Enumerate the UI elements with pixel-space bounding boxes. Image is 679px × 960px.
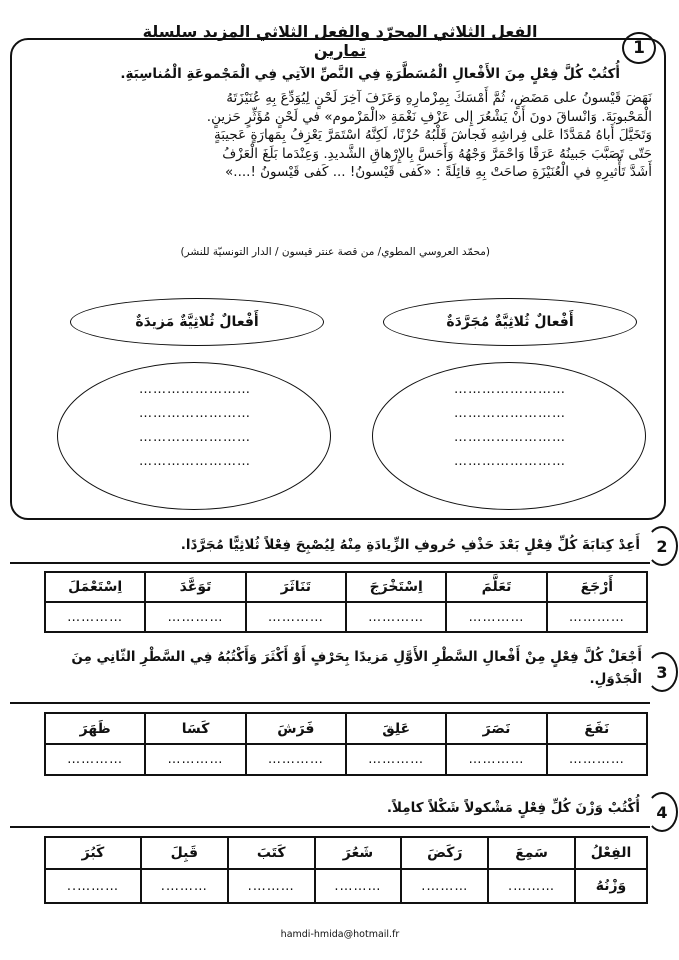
answer-cell[interactable]: ………… [145,602,245,632]
answer-cell[interactable]: ……….. [45,869,141,903]
answer-line[interactable]: …………………… [454,454,566,469]
verb-cell: تَوَعَّدَ [145,572,245,602]
verb-cell: فَرَشَ [246,713,346,744]
group-label-mujarrad: أَفْعالٌ ثُلاثِيَّةٌ مُجَرَّدَةٌ [383,298,637,346]
exercise3-underline [10,702,650,704]
answer-cell[interactable]: ………. [228,869,315,903]
answer-line[interactable]: …………………… [454,382,566,397]
text-source: (محمّد العروسي المطوي/ من قصة عنتر قيسون / الدار التونسيّة للنشر) [180,246,490,258]
answer-cell[interactable]: ………. [141,869,228,903]
verb-cell: نَفَعَ [547,713,647,744]
page-title: الفعل الثلاثي المجرّد والفعل الثلاثي المزيد سلسلة تمارين [142,22,538,60]
verb-cell: اِسْتَعْمَلَ [45,572,145,602]
text-line: وَتَخَيَّلَ أَباهُ مُمَدَّدًا عَلى فِراشِهِ فَجاشَ قَلْبُهُ حُزْنًا، لَكِنَّهُ اسْتَمَرَّ يَعْزِفُ بِمَهارَةٍ عَجيبَةٍ [214,127,652,144]
verb-cell: تَعَلَّمَ [446,572,546,602]
verb-cell: أَرْجَعَ [547,572,647,602]
answer-cell[interactable]: ………… [446,602,546,632]
answer-line[interactable]: …………………… [139,454,251,469]
exercise2-number: 2 [646,526,678,566]
verb-cell: تَنَاثَرَ [246,572,346,602]
answer-cell[interactable]: ………… [45,602,145,632]
footer-email: hamdi-hmida@hotmail.fr [280,929,400,940]
header-label-cell: الفِعْلُ [575,837,647,869]
exercise1-number: 1 [622,32,656,64]
verb-cell: سَمِعَ [488,837,575,869]
answer-line[interactable]: …………………… [454,430,566,445]
exercise1-text [22,89,652,182]
exercise3-table [44,712,648,776]
answer-cell[interactable]: ………… [246,602,346,632]
exercise3-number: 3 [646,652,678,692]
verb-cell: رَكَضَ [401,837,488,869]
verb-cell: كَبُرَ [45,837,141,869]
answer-line[interactable]: …………………… [139,406,251,421]
exercise4-underline [10,826,650,828]
exercise1-instruction: أُكتُبْ كُلَّ فِعْلٍ مِنَ الأَفْعالِ الْمُسَطَّرَةِ فِي النَّصِّ الآتِي فِي الْمَجْموعَةِ الْمُناسِبَةِ. [120,66,620,82]
answer-cell[interactable]: ………… [246,744,346,775]
verb-cell: قَبِلَ [141,837,228,869]
answer-cell[interactable]: ………… [145,744,245,775]
exercise4-number: 4 [646,792,678,832]
exercise4-table [44,836,648,904]
exercise3-instruction: أَجْعَلْ كُلَّ فِعْلٍ مِنْ أَفْعالِ السَّطْرِ الأَوَّلِ مَزيدًا بِحَرْفٍ أَوْ أَكْثَرَ وَأَكْتُبُهُ فِي السَّطْرِ الثّانِي مِنَ الْجَدْوَلِ. [71,649,642,687]
exercise2-table [44,571,648,633]
answer-cell[interactable]: ………. [315,869,402,903]
answer-cell[interactable]: ………… [547,602,647,632]
answer-lines-mujarrad[interactable] [430,378,590,474]
exercise4-instruction: أُكْتُبْ وَزْنَ كُلِّ فِعْلٍ مَشْكولاً شَكْلاً كامِلاً. [386,800,640,816]
group-label-mazid: أَفْعالٌ ثُلاثِيَّةٌ مَزيدَةٌ [70,298,324,346]
text-line: أَشَدَّ تَأْثيرِهِ في الْعُنَيْزَةِ صاحَتْ بِهِ قائِلَةً : «كَفى قَيْسونُ! ... كَفى قَيْسونُ !....» [225,164,652,181]
text-line: الْمَحْبوبَةَ. وَانْساقَ دونَ أَنْ يَشْعُرَ إِلى عَزْفِ نَغْمَةِ «الْمَزْموم» في لَحْنٍ مُؤَثِّرٍ حَزينٍ. [206,108,652,125]
answer-line[interactable]: …………………… [139,382,251,397]
verb-cell: كَسَا [145,713,245,744]
answer-cell[interactable]: ………. [401,869,488,903]
exercise2-instruction: أَعِدْ كِتابَةَ كُلِّ فِعْلٍ بَعْدَ حَذْفِ حُروفِ الزِّيادَةِ مِنْهُ لِيُصْبِحَ فِعْلاً ثُلاثِيًّا مُجَرَّدًا. [180,537,640,553]
answer-cell[interactable]: ………… [45,744,145,775]
answer-cell[interactable]: ………… [346,602,446,632]
answer-cell[interactable]: ………. [488,869,575,903]
text-line: نَهَضَ قَيْسونُ على مَضَضٍ، ثُمَّ أَمْسَكَ بِمِزْمارِهِ وَعَزَفَ آخِرَ لَحْنٍ لِيُوَدِّعَ بِهِ عُنَيْزَتَهُ [226,90,652,106]
answer-cell[interactable]: ………… [346,744,446,775]
verb-cell: شَعُرَ [315,837,402,869]
answer-cell[interactable]: ………… [446,744,546,775]
verb-cell: عَلِقَ [346,713,446,744]
verb-cell: نَصَرَ [446,713,546,744]
text-line: حَتّى تَصَبَّبَ جَبينُهُ عَرَقًا وَاحْمَرَّ وَجْهُهُ وَأَحَسَّ بِالإِرْهاقِ الشَّديدِ. وَعِنْدَما بَلَغَ الْعَزْفُ [222,145,652,162]
exercise2-underline [10,562,650,564]
row-label-cell: وَزْنُهُ [575,869,647,903]
answer-line[interactable]: …………………… [139,430,251,445]
answer-line[interactable]: …………………… [454,406,566,421]
verb-cell: ظَهَرَ [45,713,145,744]
verb-cell: كَتَبَ [228,837,315,869]
verb-cell: اِسْتَخْرَجَ [346,572,446,602]
answer-cell[interactable]: ………… [547,744,647,775]
answer-lines-mazid[interactable] [115,378,275,474]
